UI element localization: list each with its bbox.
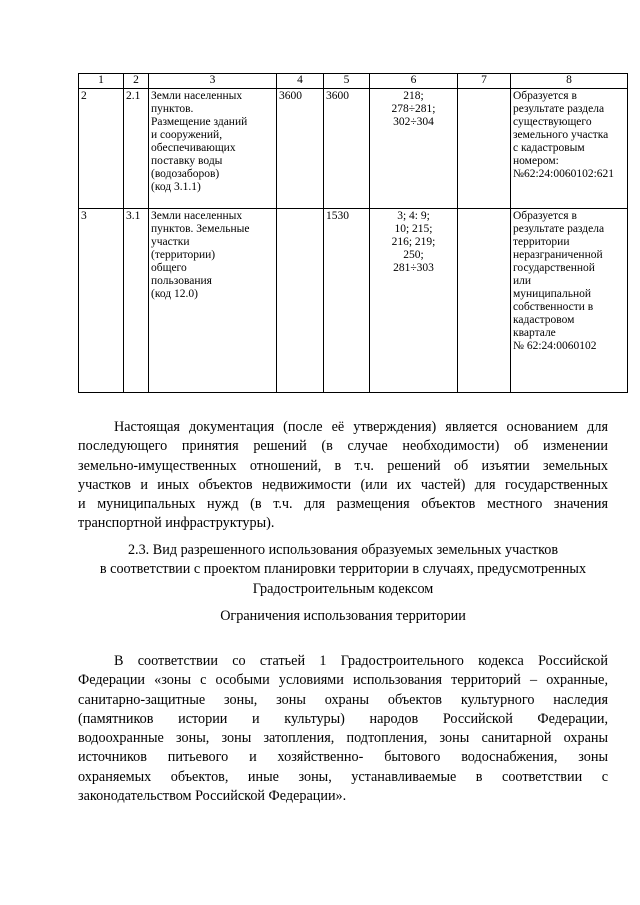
formation-note-cell: Образуется в результате раздела существующего земельного участка с кадастровым номером: №62:24:0060102:621: [511, 89, 628, 209]
empty-cell: [458, 209, 511, 393]
land-use-cell: Земли населенных пунктов. Земельные участки (территории) общего пользования (код 12.0): [149, 209, 277, 393]
header-cell: 2: [124, 74, 149, 89]
header-cell: 6: [370, 74, 458, 89]
section-heading: 2.3. Вид разрешенного использования образуемых земельных участков в соответствии с проектом планировки территории в случаях, предусмотренных Градостроительным кодексом: [99, 542, 587, 597]
item-code-cell: 3.1: [124, 209, 149, 393]
row-number-cell: 3: [79, 209, 124, 393]
header-cell: 1: [79, 74, 124, 89]
land-use-cell: Земли населенных пунктов. Размещение зданий и сооружений, обеспечивающих поставку воды (водозаборов) (код 3.1.1): [149, 89, 277, 209]
table-row: [79, 209, 628, 393]
row-number-cell: 2: [79, 89, 124, 209]
area-cell: 3600: [324, 89, 370, 209]
points-cell: 3; 4: 9; 10; 215; 216; 219; 250; 281÷303: [370, 209, 458, 393]
area-cell: 1530: [324, 209, 370, 393]
header-cell: 8: [511, 74, 628, 89]
documentation-paragraph: Настоящая документация (после её утверждения) является основанием для последующего принятия решений (в случае необходимости) об изменении земельно-имущественных отношений, в т.ч. решений об изъятии земельных участков и иных объектов недвижимости (или их частей) для государственных и муниципальных нужд (в т.ч. для размещения объектов местного значения транспортной инфраструктуры).: [78, 419, 608, 532]
restrictions-paragraph: В соответствии со статьей 1 Градостроительного кодекса Российской Федерации «зоны с особыми условиями использования территорий – охранные, санитарно-защитные зоны, зоны охраны объектов культурного наследия (памятников истории и культуры) народов Российской Федерации, водоохранные зоны, зоны затопления, подтопления, зоны санитарной охраны источников питьевого и хозяйственно- бытового водоснабжения, зоны охраняемых объектов, иные зоны, устанавливаемые в соответствии с законодательством Российской Федерации».: [78, 653, 608, 805]
area-cell: 3600: [277, 89, 324, 209]
item-code-cell: 2.1: [124, 89, 149, 209]
table-row: [79, 89, 628, 209]
empty-cell: [458, 89, 511, 209]
points-cell: 218; 278÷281; 302÷304: [370, 89, 458, 209]
formation-note-cell: Образуется в результате раздела территории неразграниченной государственной или муниципальной собственности в кадастровом квартале № 62:24:0060102: [511, 209, 628, 393]
table-header-row: [79, 74, 628, 89]
header-cell: 3: [149, 74, 277, 89]
header-cell: 4: [277, 74, 324, 89]
header-cell: 7: [458, 74, 511, 89]
header-cell: 5: [324, 74, 370, 89]
land-plots-table: [78, 73, 628, 393]
area-cell: [277, 209, 324, 393]
subheading: Ограничения использования территории: [220, 608, 466, 624]
